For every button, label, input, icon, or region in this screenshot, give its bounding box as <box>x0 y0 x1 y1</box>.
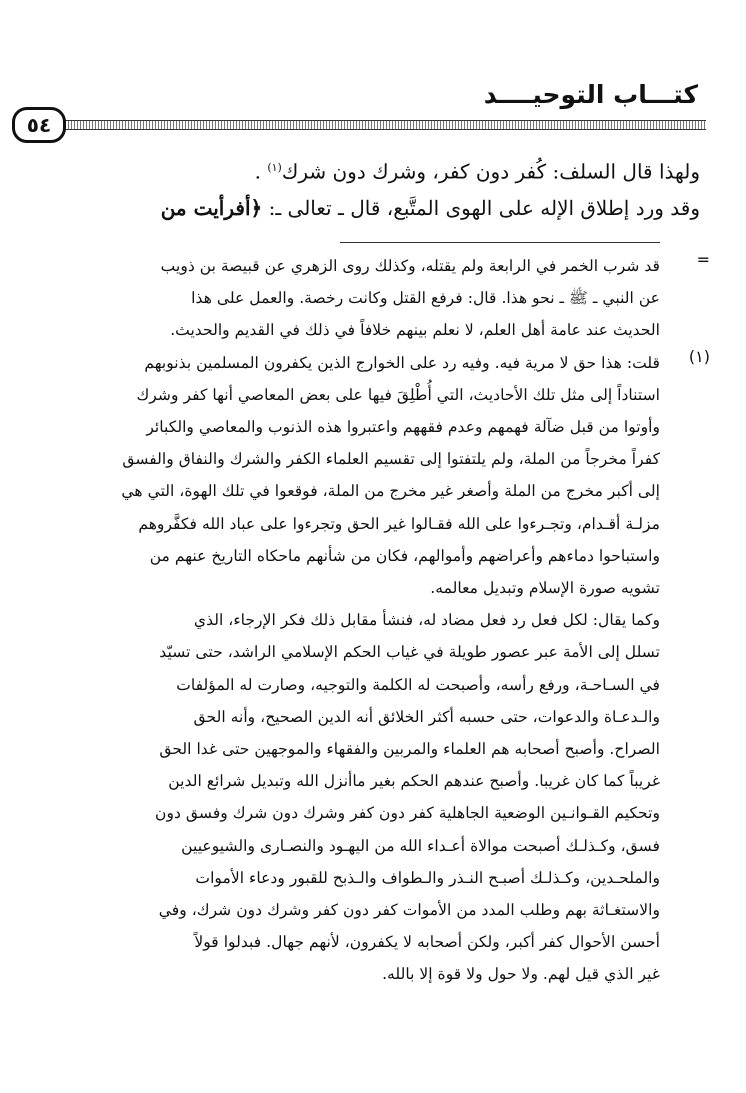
main-text-segment: وقد ورد إطلاق الإله على الهوى المتَّبع، قال ـ تعالى ـ: <box>262 195 700 220</box>
footnote-line: وكما يقال: لكل فعل رد فعل مضاد له، فنشأ مقابل ذلك فكر الإرجاء، الذي <box>193 611 660 630</box>
footnote-separator <box>340 242 660 243</box>
main-text-line <box>46 190 700 226</box>
footnote-1 <box>58 347 710 991</box>
main-text-line <box>46 150 700 190</box>
footnote-line: استناداً إلى مثل تلك الأحاديث، التي أُطْلِقَ فيها على بعض المعاصي أنها كفر وشرك <box>136 385 660 404</box>
footnote-line: تشويه صورة الإسلام وتبديل معالمه. <box>430 579 660 598</box>
header-ornament-rule <box>62 120 706 130</box>
footnote-line: أحسن الأحوال كفر أكبر، ولكن أصحابه لا يكفرون، لأنهم جهال. فبدلوا قولاً <box>194 933 660 952</box>
footnote-text <box>58 347 660 991</box>
page-number: ٥٤ <box>12 107 66 143</box>
footnote-line: واستباحوا دماءهم وأعراضهم وأموالهم، فكان من شأنهم ماحكاه التاريخ عنهم من <box>149 546 660 565</box>
footnote-line: في السـاحـة، ورفع رأسه، وأصبحت له الكلمة والتوجيه، وصارت له المؤلفات <box>176 675 660 694</box>
main-text-segment: ولهذا قال السلف: كُفر دون كفر، وشرك دون شرك <box>281 159 700 184</box>
footnote-continuation <box>58 250 710 347</box>
footnotes <box>58 250 710 991</box>
footnote-reference: (١) <box>267 161 282 174</box>
footnote-marker: = <box>696 250 710 269</box>
footnote-line: غريباً كما كان غريبا. وأصبح عندهم الحكم بغير ماأنزل الله وتبديل شرائع الدين <box>168 772 660 791</box>
footnote-line: كفراً مخرجاً من الملة، ولم يلتفتوا إلى تقسيم العلماء الكفر والشرك والنفاق والفسق <box>122 450 660 469</box>
footnote-line: قلت: هذا حق لا مرية فيه. وفيه رد على الخوارج الذين يكفرون المسلمين بذنوبهم <box>144 353 660 372</box>
footnote-line: الصراح. وأصبح أصحابه هم العلماء والمربين والفقهاء والموجهين حتى غدا الحق <box>159 740 660 759</box>
footnote-line: مزلـة أقـدام، وتجـرءوا على الله فقـالوا غير الحق وتجرءوا على عباد الله فكفَّروهم <box>138 514 660 533</box>
footnote-line: تسلل إلى الأمة عبر عصور طويلة في غياب الحكم الإسلامي الراشد، حتى تسيّد <box>159 643 660 662</box>
footnote-line: والملحـدين، وكـذلـك أصبـح النـذر والـطواف والـذبح للقبور ودعاء الأموات <box>195 868 660 887</box>
footnote-line: غير الذي قيل لهم. ولا حول ولا قوة إلا بالله. <box>382 965 660 984</box>
main-text-segment: . <box>254 159 268 184</box>
footnote-text <box>58 250 660 347</box>
footnote-line: إلى أكبر مخرج من الملة وأصغر غير مخرج من الملة، فوقعوا في تلك الهوة، التي هي <box>121 482 660 501</box>
footnote-marker: (١) <box>688 346 710 366</box>
quran-quote-start: ﴿أفرأيت من <box>160 195 263 220</box>
footnote-line: الحديث عند عامة أهل العلم، لا نعلم بينهم خلافاً في ذلك في القديم والحديث. <box>170 321 660 340</box>
footnote-line: والـدعـاة والدعوات، حتى حسبه أكثر الخلائق أنه الدين الصحيح، وأنه الحق <box>193 707 660 726</box>
footnote-line: فسق، وكـذلـك أصبحت موالاة أعـداء الله من اليهـود والنصـارى والشيوعيين <box>181 836 660 855</box>
footnote-line: والاستغـاثة بهم وطلب المدد من الأموات كفر دون كفر وشرك دون شرك، وفي <box>158 901 660 920</box>
footnote-line: وتحكيم القـوانـين الوضعية الجاهلية كفر دون كفر وشرك دون شرك وفسق دون <box>155 804 660 823</box>
book-title: كتـــاب التوحيــــد <box>483 80 698 109</box>
footnote-line: وأوتوا من قبل ضآلة فهمهم وعدم فقههم واعتبروا هذه الذنوب والمعاصي والكبائر <box>146 418 660 437</box>
main-text <box>46 150 700 226</box>
footnote-line: عن النبي ـ ﷺ ـ نحو هذا. قال: فرفع القتل وكانت رخصة. والعمل على هذا <box>191 289 660 308</box>
footnote-line: قد شرب الخمر في الرابعة ولم يقتله، وكذلك روى الزهري عن قبيصة بن ذويب <box>160 257 660 275</box>
